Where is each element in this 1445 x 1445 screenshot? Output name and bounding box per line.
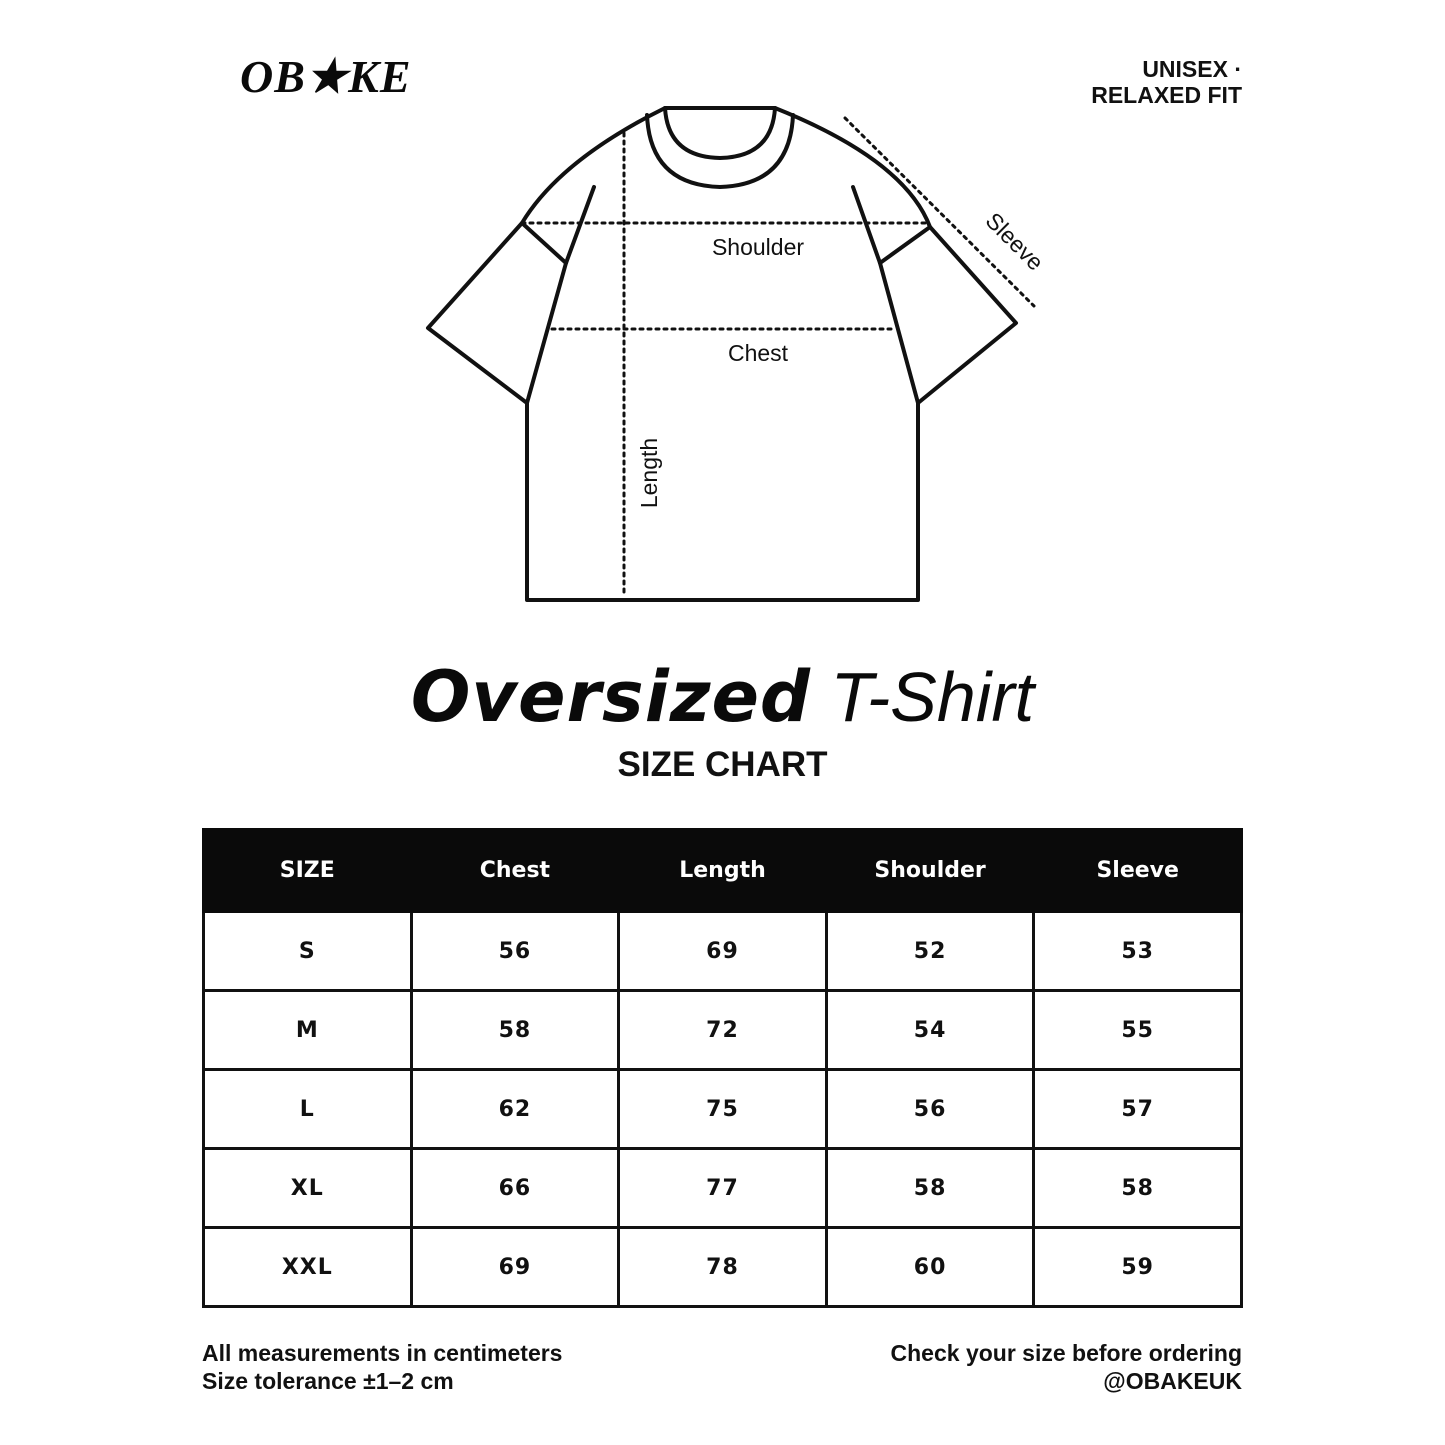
length-label: Length xyxy=(636,437,662,509)
footer-check-note: Check your size before ordering xyxy=(890,1340,1242,1366)
footer-units-note: All measurements in centimeters xyxy=(202,1340,563,1366)
title-light: T-Shirt xyxy=(830,658,1035,736)
cell-size: M xyxy=(204,991,412,1070)
cell-size: S xyxy=(204,912,412,991)
header-shoulder: Shoulder xyxy=(826,830,1034,912)
fit-tag-line1: UNISEX · xyxy=(1142,56,1242,82)
header-sleeve: Sleeve xyxy=(1034,830,1242,912)
table-header-row xyxy=(204,830,1242,912)
cell-sleeve: 58 xyxy=(1034,1149,1242,1228)
cell-sleeve: 59 xyxy=(1034,1228,1242,1307)
table-row xyxy=(204,912,1242,991)
sleeve-measure-line xyxy=(845,118,1034,306)
cell-sleeve: 57 xyxy=(1034,1070,1242,1149)
left-body-line xyxy=(527,187,594,403)
cell-size: L xyxy=(204,1070,412,1149)
table-row xyxy=(204,991,1242,1070)
cell-chest: 66 xyxy=(411,1149,619,1228)
page-title xyxy=(0,655,1445,739)
chest-label: Chest xyxy=(727,340,789,366)
cell-size: XL xyxy=(204,1149,412,1228)
cell-size: XXL xyxy=(204,1228,412,1307)
footer-handle: @OBAKEUK xyxy=(1103,1368,1242,1394)
right-body-line xyxy=(853,187,918,403)
left-sleeve-seam xyxy=(522,223,566,263)
shirt-outline xyxy=(428,108,1016,600)
table-row xyxy=(204,1228,1242,1307)
cell-shoulder: 60 xyxy=(826,1228,1034,1307)
fit-tag-line2: RELAXED FIT xyxy=(1091,82,1242,108)
cell-length: 69 xyxy=(619,912,827,991)
cell-chest: 56 xyxy=(411,912,619,991)
footer-cta xyxy=(891,1339,1242,1395)
shoulder-label: Shoulder xyxy=(711,234,805,260)
title-bold: Oversized xyxy=(410,656,812,738)
cell-chest: 62 xyxy=(411,1070,619,1149)
cell-shoulder: 52 xyxy=(826,912,1034,991)
size-table xyxy=(202,828,1243,1308)
brand-logo: OB★KE xyxy=(240,51,412,102)
cell-sleeve: 55 xyxy=(1034,991,1242,1070)
page-subtitle: SIZE CHART xyxy=(617,745,828,784)
footer-tolerance-note: Size tolerance ±1–2 cm xyxy=(202,1368,454,1394)
cell-shoulder: 58 xyxy=(826,1149,1034,1228)
cell-chest: 69 xyxy=(411,1228,619,1307)
header-length: Length xyxy=(619,830,827,912)
cell-shoulder: 54 xyxy=(826,991,1034,1070)
table-row xyxy=(204,1070,1242,1149)
sleeve-label: Sleeve xyxy=(980,207,1049,276)
cell-chest: 58 xyxy=(411,991,619,1070)
header-size: SIZE xyxy=(204,830,412,912)
footer-notes xyxy=(202,1339,562,1395)
cell-length: 75 xyxy=(619,1070,827,1149)
cell-length: 72 xyxy=(619,991,827,1070)
shirt-collar-inner xyxy=(665,108,775,158)
cell-length: 78 xyxy=(619,1228,827,1307)
tshirt-diagram xyxy=(0,0,1445,640)
right-sleeve-seam xyxy=(880,227,930,263)
table-row xyxy=(204,1149,1242,1228)
cell-shoulder: 56 xyxy=(826,1070,1034,1149)
cell-length: 77 xyxy=(619,1149,827,1228)
cell-sleeve: 53 xyxy=(1034,912,1242,991)
header-chest: Chest xyxy=(411,830,619,912)
